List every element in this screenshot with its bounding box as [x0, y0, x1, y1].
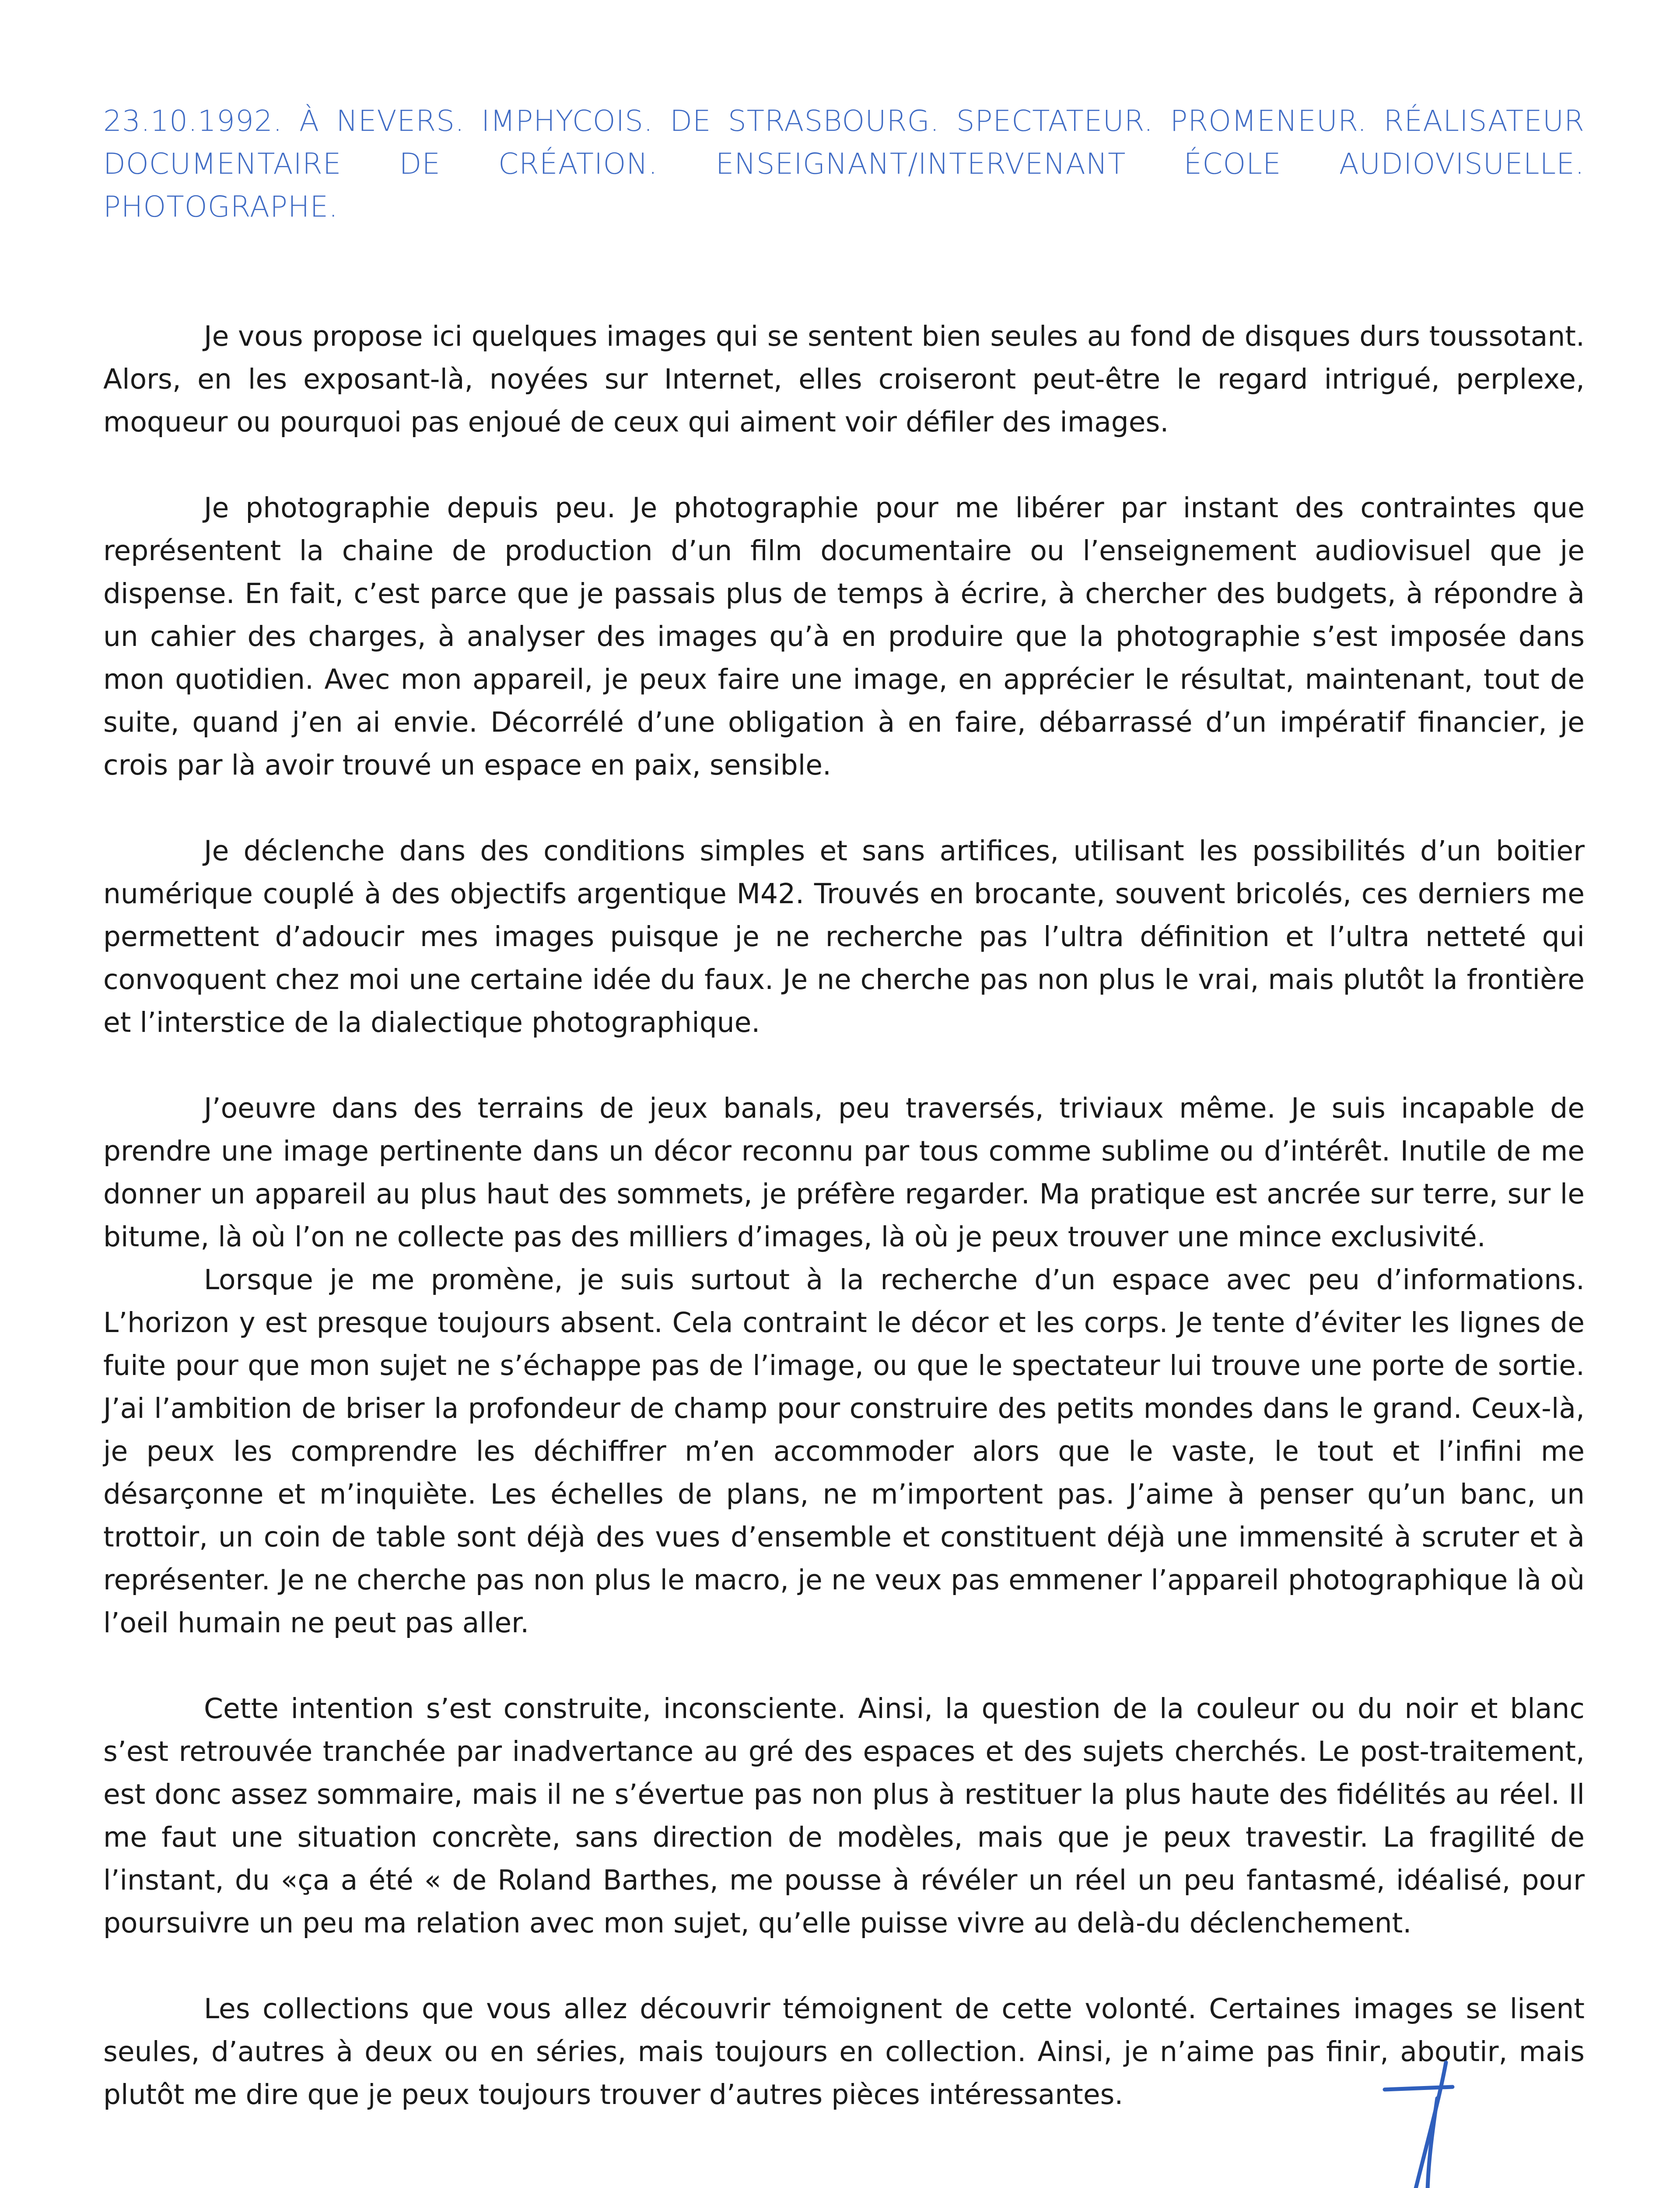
paragraph-promenade: Lorsque je me promène, je suis surtout à la recherche d’un espace avec peu d’informations. L’horizon y est presque toujours absent. Cela contraint le décor et les corps. Je tente d’éviter les lignes de fuite pour que mon sujet ne s’échappe pas de l’image, ou que le spectateur lui trouve une porte de sortie. J’ai l’ambition de briser la profondeur de champ pour construire des petits mondes dans le grand. Ceux-là, je peux les comprendre les déchiffrer m’en accommoder alors que le vaste, le tout et l’infini me désarçonne et m’inquiète. Les échelles de plans, ne m’importent pas. J’aime à penser qu’un banc, un trottoir, un coin de table sont déjà des vues d’ensemble et constituent déjà une immensité à scruter et à représenter. Je ne cherche pas non plus le macro, je ne veux pas emmener l’appareil photographique là où l’oeil humain ne peut pas aller. — [103, 1264, 1585, 1639]
paragraph-technique: Je déclenche dans des conditions simples et sans artifices, utilisant les possibilités d’un boitier numérique couplé à des objectifs argentique M42. Trouvés en brocante, souvent bricolés, ces derniers me permettent d’adoucir mes images puisque je ne recherche pas l’ultra définition et l’ultra netteté qui convoquent chez moi une certaine idée du faux. Je ne cherche pas non plus le vrai, mais plutôt la frontière et l’interstice de la dialectique photographique. — [103, 835, 1585, 1038]
author-header: 23.10.1992. À NEVERS. IMPHYCOIS. DE STRASBOURG. SPECTATEUR. PROMENEUR. RÉALISATEUR DOCUMENTAIRE DE CRÉATION. ENSEIGNANT/INTERVENANT ÉCOLE AUDIOVISUELLE. PHOTOGRAPHE. — [103, 104, 1585, 224]
paragraph-intro: Je vous propose ici quelques images qui se sentent bien seules au fond de disques durs toussotant. Alors, en les exposant-là, noyées sur Internet, elles croiseront peut-être le regard intrigué, perplexe, moqueur ou pourquoi pas enjoué de ceux qui aiment voir défiler des images. — [103, 320, 1585, 438]
paragraph-intention: Cette intention s’est construite, inconsciente. Ainsi, la question de la couleur ou du noir et blanc s’est retrouvée tranchée par inadvertance au gré des espaces et des sujets cherchés. Le post-traitement, est donc assez sommaire, mais il ne s’évertue pas non plus à restituer la plus haute des fidélités au réel. Il me faut une situation concrète, sans direction de modèles, mais que je peux travestir. La fragilité de l’instant, du «ça a été « de Roland Barthes, me pousse à révéler un réel un peu fantasmé, idéalisé, pour poursuivre un peu ma relation avec mon sujet, qu’elle puisse vivre au delà-du déclenchement. — [103, 1693, 1585, 1939]
paragraph-practice: Je photographie depuis peu. Je photographie pour me libérer par instant des contraintes que représentent la chaine de production d’un film documentaire ou l’enseignement audiovisuel que je dispense. En fait, c’est parce que je passais plus de temps à écrire, à chercher des budgets, à répondre à un cahier des charges, à analyser des images qu’à en produire que la photographie s’est imposée dans mon quotidien. Avec mon appareil, je peux faire une image, en apprécier le résultat, maintenant, tout de suite, quand j’en ai envie. Décorrélé d’une obligation à en faire, débarrassé d’un impératif financier, je crois par là avoir trouvé un espace en paix, sensible. — [103, 492, 1585, 781]
paragraph-collections: Les collections que vous allez découvrir témoignent de cette volonté. Certaines images se lisent seules, d’autres à deux ou en séries, mais toujours en collection. Ainsi, je n’aime pas finir, aboutir, mais plutôt me dire que je peux toujours trouver d’autres pièces intéressantes. — [103, 1993, 1585, 2111]
document-page — [103, 100, 1585, 2159]
paragraph-terrain: J’oeuvre dans des terrains de jeux banals, peu traversés, triviaux même. Je suis incapable de prendre une image pertinente dans un décor reconnu par tous comme sublime ou d’intérêt. Inutile de me donner un appareil au plus haut des sommets, je préfère regarder. Ma pratique est ancrée sur terre, sur le bitume, là où l’on ne collecte pas des milliers d’images, là où je peux trouver une mince exclusivité. — [103, 1092, 1585, 1253]
signature-initials — [1380, 2059, 1512, 2188]
